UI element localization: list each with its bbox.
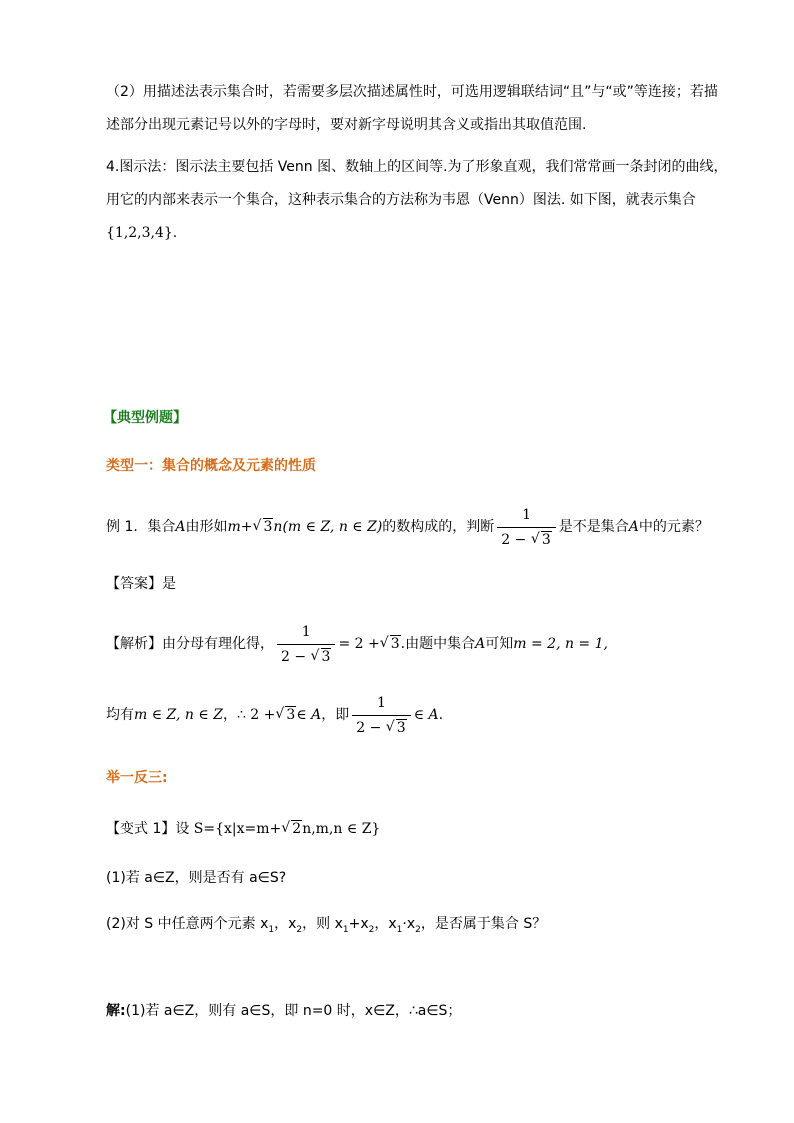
variant-1-line — [106, 819, 380, 839]
math-m: m — [227, 519, 241, 535]
example-text: 是不是集合 — [558, 519, 629, 535]
solution-text: (1)若 a∈Z，则有 a∈S，即 n=0 时，x∈Z，∴a∈S； — [125, 1003, 462, 1019]
sqrt-3: √ 3 — [275, 706, 296, 723]
analysis-text: ，即 — [321, 707, 350, 723]
solution-line — [106, 1001, 461, 1021]
math-equation: = 2 + — [338, 636, 380, 652]
example-text: 的数构成的，判断 — [382, 519, 495, 535]
math-values: m = 2, n = 1, — [513, 636, 608, 652]
analysis-text: 由分母有理化得， — [162, 636, 274, 652]
math-condition: n(m ∈ Z, n ∈ Z) — [273, 519, 383, 535]
in-set: ∈ A — [296, 707, 322, 723]
analysis-text: 均有 — [106, 707, 134, 723]
sqrt-3: √ 3 — [252, 518, 273, 535]
example-text: 中的元素？ — [638, 519, 709, 535]
separator: ， — [222, 707, 237, 723]
paragraph-line: 4.图示法：图示法主要包括 Venn 图、数轴上的区间等.为了形象直观，我们常常画一条封闭的曲线， — [106, 159, 728, 175]
example-1 — [106, 505, 709, 549]
set-notation: {1,2,3,4} — [106, 225, 173, 241]
paragraph-line: 述部分出现元素记号以外的字母时，要对新字母说明其含义或指出其取值范围. — [106, 117, 587, 133]
section-heading-drill: 举一反三: — [106, 770, 168, 786]
set-symbol: A — [475, 636, 486, 652]
paragraph-line: （2）用描述法表示集合时，若需要多层次描述属性时，可选用逻辑联结词“且”与“或”等连接；若描 — [106, 84, 718, 100]
example-label: 例 1．集合 — [106, 519, 176, 535]
paragraph-line: 用它的内部来表示一个集合，这种表示集合的方法称为韦恩（Venn）图法. 如下图，就表示集合 — [106, 192, 696, 208]
fraction: 1 2 − √ 3 — [277, 622, 335, 667]
set-symbol: A — [628, 519, 639, 535]
analysis-line-2 — [106, 693, 443, 737]
variant-label: 【变式 1】 — [106, 821, 176, 837]
answer-label: 【答案】 — [106, 576, 162, 592]
section-heading-typical-examples: 【典型例题】 — [103, 410, 187, 426]
math-plus: + — [240, 519, 253, 535]
analysis-text: 可知 — [485, 636, 514, 652]
in-set: ∈ A — [413, 707, 439, 723]
period: . — [172, 225, 178, 241]
sqrt-2: √ 2 — [281, 820, 302, 837]
fraction: 1 2 − √ 3 — [497, 505, 555, 550]
answer-text: 是 — [162, 576, 176, 592]
section-heading-type-1: 类型一：集合的概念及元素的性质 — [106, 458, 316, 474]
set-symbol: A — [175, 519, 186, 535]
period: . — [438, 707, 444, 723]
analysis-label: 【解析】 — [106, 636, 162, 652]
solution-label: 解: — [106, 1003, 126, 1019]
analysis-line — [106, 622, 608, 666]
question-1: (1)若 a∈Z，则是否有 a∈S? — [106, 870, 287, 886]
math-condition: m ∈ Z, n ∈ Z — [134, 707, 223, 723]
therefore: ∴ 2 + — [236, 707, 276, 723]
variant-text: n,m,n ∈ Z} — [302, 821, 381, 837]
analysis-text: .由题中集合 — [400, 636, 476, 652]
variant-text: 设 S={x|x=m+ — [175, 821, 282, 837]
answer-line — [106, 574, 176, 594]
example-text: 由形如 — [185, 519, 228, 535]
paragraph-line — [106, 223, 177, 243]
fraction: 1 2 − √ 3 — [352, 693, 410, 738]
question-2: (2)对 S 中任意两个元素 $x_1$，$x_2$，则 $x_1+x_2$，$x_1\cdot x_2$，是否属于集合 S？ — [106, 916, 547, 935]
sqrt-3: √ 3 — [379, 635, 400, 652]
